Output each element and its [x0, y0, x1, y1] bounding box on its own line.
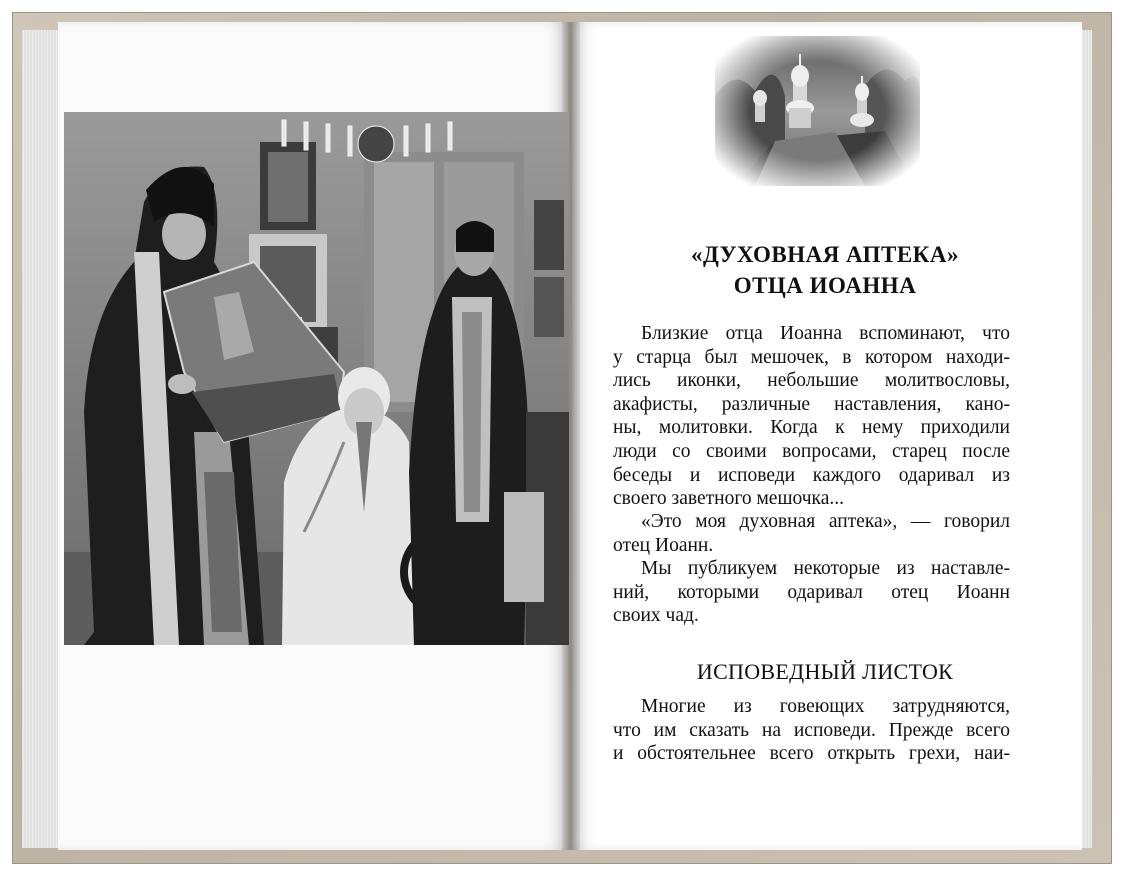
church-domes-vignette: [715, 36, 920, 186]
page-edges-left: [22, 30, 62, 848]
text-line: своего заветного мешочка...: [613, 488, 844, 510]
chapter-title-line1: «ДУХОВНАЯ АПТЕКА»: [691, 242, 959, 267]
chapter-title-line2: ОТЦА ИОАННА: [733, 273, 917, 298]
text-line: люди со своими вопросами, старец после: [613, 440, 1010, 462]
text-line: акафисты, различные наставления, кано-: [613, 393, 1010, 415]
text-line: лись иконки, небольшие молитвословы,: [613, 370, 1010, 392]
text-line: и обстоятельнее всего открыть грехи, наи-: [613, 743, 1010, 765]
paragraph-3: [613, 557, 1010, 628]
text-line: «Это моя духовная аптека», — говорил: [641, 511, 1010, 532]
text-line: ны, молитовки. Когда к нему приходили: [613, 417, 1010, 439]
text-line: Многие из говеющих затрудняются,: [641, 696, 1010, 717]
paragraph-2: [613, 510, 1010, 557]
photo-priests-with-icon: [64, 112, 569, 645]
text-line: беседы и исповеди каждого одаривал из: [613, 464, 1010, 486]
paragraph-4: [613, 695, 1010, 766]
text-line: что им сказать на исповеди. Прежде всего: [613, 719, 1010, 741]
text-line: у старца был мешочек, в котором находи-: [613, 346, 1010, 368]
text-line: Близкие отца Иоанна вспоминают, что: [641, 323, 1010, 344]
text-line: отец Иоанн.: [613, 534, 714, 556]
section-title: ИСПОВЕДНЫЙ ЛИСТОК: [696, 659, 954, 684]
text-line: Мы публикуем некоторые из наставле-: [641, 558, 1010, 579]
text-line: ний, которыми одаривал отец Иоанн: [613, 581, 1010, 603]
paragraph-1: [613, 322, 1010, 511]
text-line: своих чад.: [613, 605, 699, 627]
